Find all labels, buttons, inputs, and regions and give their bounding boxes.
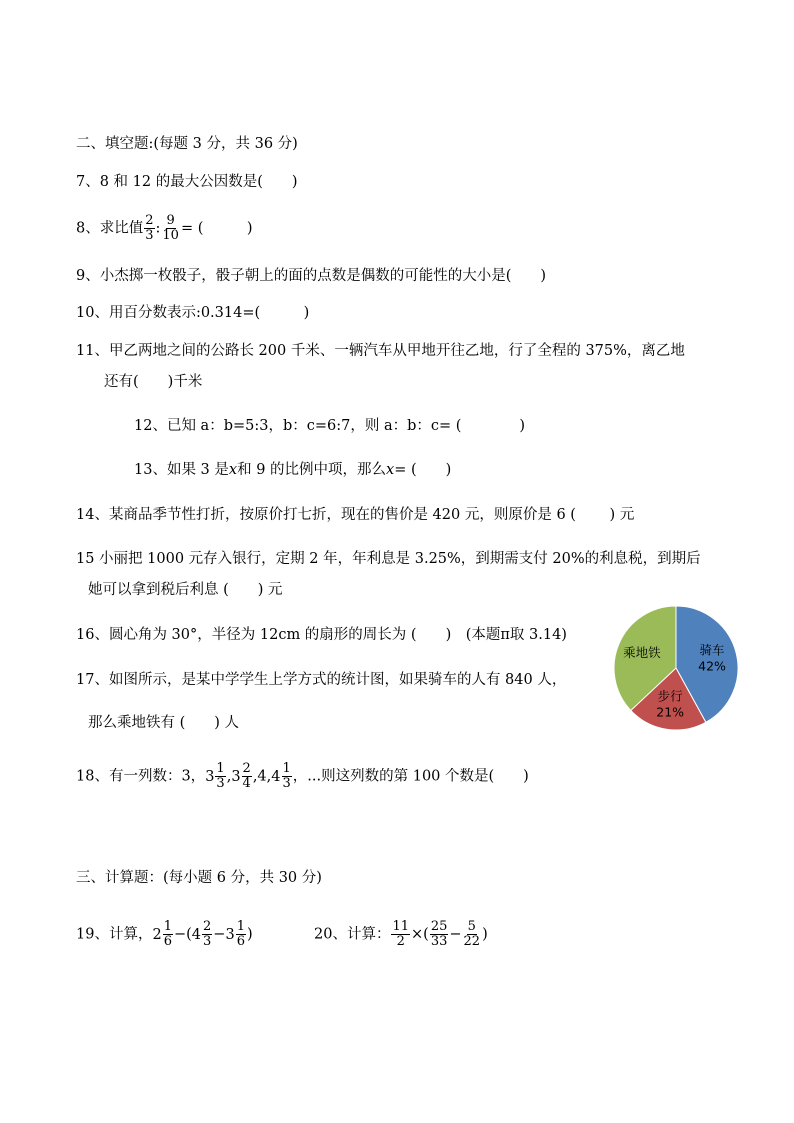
numerator: 2 — [203, 919, 212, 934]
denominator: 33 — [430, 934, 448, 949]
colon: : — [155, 220, 161, 237]
question-7: 7、8 和 12 的最大公因数是( ) — [76, 174, 298, 190]
denominator: 6 — [236, 934, 245, 949]
question-19-prefix: 19、计算， — [76, 926, 153, 943]
denominator: 10 — [162, 228, 179, 243]
mixed-number — [192, 920, 214, 949]
fraction — [144, 214, 154, 243]
denominator: 22 — [463, 934, 481, 949]
denominator: 2 — [396, 934, 405, 949]
fraction — [236, 920, 246, 949]
numerator: 1 — [236, 919, 245, 934]
transport-pie-chart — [612, 604, 746, 734]
whole: 3 — [225, 926, 235, 943]
denominator: 4 — [242, 776, 251, 791]
fraction — [202, 920, 212, 949]
pie-label-0: 骑车 42% — [698, 642, 726, 674]
fraction — [282, 762, 292, 791]
fraction — [161, 214, 180, 243]
question-18-suffix: ，...则这列数的第 100 个数是( ) — [292, 768, 529, 785]
operator: − — [449, 926, 462, 943]
section2-heading: 二、填空题:(每题 3 分，共 36 分) — [76, 136, 298, 152]
question-17-line2: 那么乘地铁有 ( ) 人 — [88, 715, 240, 731]
question-18-prefix: 18、有一列数：3， — [76, 768, 206, 785]
question-13-prefix: 13、如果 3 是 — [134, 462, 229, 478]
operator: ) — [482, 926, 488, 943]
question-15-line1: 15 小丽把 1000 元存入银行，定期 2 年，年利息是 3.25%，到期需支付 20%的利息税，到期后 — [76, 551, 701, 567]
question-13 — [134, 460, 451, 480]
question-8-suffix: = ( ) — [180, 220, 253, 237]
numerator: 1 — [282, 761, 291, 776]
pie-label-1: 步行 21% — [656, 688, 685, 720]
section3-heading: 三、计算题：(每小题 6 分，共 30 分) — [76, 870, 322, 886]
question-17-line1: 17、如图所示，是某中学学生上学方式的统计图，如果骑车的人有 840 人， — [76, 672, 567, 688]
question-13-suffix: = ( ) — [394, 462, 452, 478]
question-11-line2: 还有( )千米 — [104, 374, 203, 390]
question-11-line1: 11、甲乙两地之间的公路长 200 千米、一辆汽车从甲地开往乙地，行了全程的 375%，离乙地 — [76, 343, 685, 359]
denominator: 3 — [282, 776, 291, 791]
denominator: 6 — [163, 934, 172, 949]
denominator: 3 — [203, 934, 212, 949]
denominator: 3 — [145, 228, 154, 243]
mixed-number — [205, 762, 227, 791]
mixed-number — [225, 920, 247, 949]
operator: ) — [246, 926, 253, 943]
fraction — [215, 762, 225, 791]
whole: 4 — [191, 926, 202, 943]
operator: −( — [173, 926, 192, 943]
numerator: 2 — [145, 213, 154, 228]
fraction — [163, 920, 173, 949]
numerator: 1 — [163, 919, 172, 934]
numerator: 11 — [392, 919, 409, 934]
whole: 3 — [205, 768, 215, 785]
whole: 3 — [231, 768, 241, 785]
mixed-number — [152, 920, 174, 949]
question-8 — [76, 214, 253, 243]
question-10: 10、用百分数表示:0.314=( ) — [76, 305, 310, 321]
question-18 — [76, 762, 529, 791]
operator: − — [213, 926, 226, 943]
question-19 — [76, 920, 253, 949]
numerator: 9 — [166, 213, 175, 228]
fraction — [430, 920, 449, 949]
whole: 4 — [271, 768, 281, 785]
variable-x: x — [386, 462, 395, 478]
question-20 — [314, 920, 488, 949]
question-12: 12、已知 a：b=5:3，b：c=6:7，则 a：b：c= ( ) — [134, 418, 526, 434]
fraction — [391, 920, 410, 949]
numerator: 2 — [242, 761, 251, 776]
variable-x: x — [228, 462, 238, 478]
whole: 2 — [152, 926, 162, 943]
mixed-number — [231, 762, 253, 791]
question-9: 9、小杰掷一枚骰子，骰子朝上的面的点数是偶数的可能性的大小是( ) — [76, 268, 547, 284]
question-16: 16、圆心角为 30°，半径为 12cm 的扇形的周长为 ( ) (本题π取 3.14) — [76, 627, 567, 643]
pie-label-2: 乘地铁 — [623, 645, 661, 661]
question-14: 14、某商品季节性打折，按原价打七折，现在的售价是 420 元，则原价是 6 ( ) 元 — [76, 507, 635, 523]
operator: ×( — [411, 926, 429, 943]
numerator: 25 — [430, 919, 448, 934]
question-8-prefix: 8、求比值 — [76, 220, 144, 237]
denominator: 3 — [216, 776, 225, 791]
question-13-middle: 和 9 的比例中项，那么 — [237, 462, 387, 478]
separator: ,4, — [252, 768, 272, 785]
question-15-line2: 她可以拿到税后利息 ( ) 元 — [88, 582, 283, 598]
separator: , — [226, 768, 232, 785]
fraction — [242, 762, 252, 791]
numerator: 5 — [467, 919, 476, 934]
question-20-prefix: 20、计算： — [314, 926, 391, 943]
mixed-number — [271, 762, 293, 791]
fraction — [463, 920, 482, 949]
numerator: 1 — [216, 761, 225, 776]
